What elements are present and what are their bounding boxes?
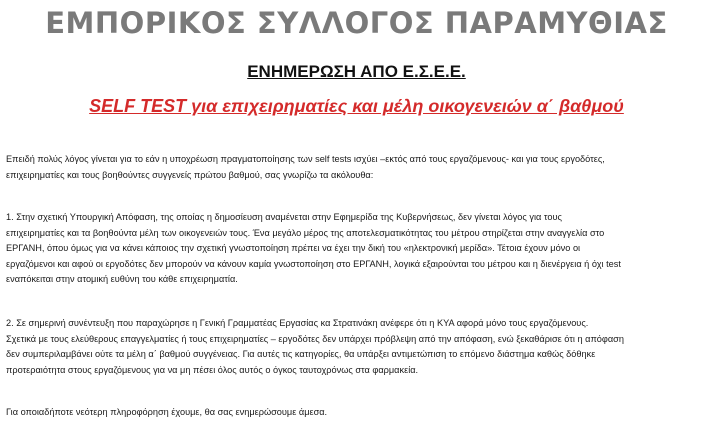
intro-line: επιχειρηματίες και τους βοηθούντες συγγενείς πρώτου βαθμού, σας γνωρίζω τα ακόλουθα: [6,169,374,180]
announcement-subtitle: ΕΝΗΜΕΡΩΣΗ ΑΠΟ Ε.Σ.Ε.Ε. [247,62,466,81]
organization-title: ΕΜΠΟΡΙΚΟΣ ΣΥΛΛΟΓΟΣ ΠΑΡΑΜΥΘΙΑΣ [45,6,668,40]
point-one-line: ΕΡΓΑΝΗ, όπου όμως για να κάνει κάποιος την σχετική γνωστοποίηση πρέπει να έχει την δική του «ηλεκτρονική μερίδα». Τέτοια έχουν μόνο οι [6,243,581,253]
point-two-line: προτεραιότητα στους εργαζόμενους για να μη πέσει όλος αυτός ο όγκος ταυτοχρόνως στα φαρμακεία. [6,364,419,375]
point-two-line: Σχετικά με τους ελεύθερους επαγγελματίες ή τους επιχειρηματίες – εργοδότες δεν υπάρχει πρόβλεψη από την απόφαση, ενώ ξεκαθάρισε ότι η απόφαση [6,333,624,344]
point-one-line: εργαζόμενοι και αφού οι εργοδότες δεν μπορούν να κάνουν καμία γνωστοποίηση στο ΕΡΓΑΝΗ, λογικά εξαιρούνται του μέτρου και η διενέργεια ή όχι test [6,258,621,269]
announcement-headline: SELF TEST για επιχειρηματίες και μέλη οικογενειών α΄ βαθμού [89,96,624,116]
closing-paragraph [6,405,706,421]
point-one-paragraph [6,210,706,288]
point-one-line: εναπόκειται στην ατομική ευθύνη του κάθε επιχειρηματία. [6,274,238,284]
point-two-paragraph [6,316,706,378]
intro-paragraph [6,152,706,183]
point-two-line: δεν συμπεριλαμβάνει ούτε τα μέλη α΄ βαθμού συγγένειας. Για αυτές τις κατηγορίες, θα υπάρξει αντιμετώπιση το επόμενο διάστημα καθώς δόθηκε [6,349,596,359]
point-one-line: 1. Στην σχετική Υπουργική Απόφαση, της οποίας η δημοσίευση αναμένεται στην Εφημερίδα της Κυβερνήσεως, δεν γίνεται λόγος για τους [6,212,562,222]
closing-line: Για οποιαδήποτε νεότερη πληροφόρηση έχουμε, θα σας ενημερώσουμε άμεσα. [6,407,328,417]
intro-line: Επειδή πολύς λόγος γίνεται για το εάν η υποχρέωση πραγματοποίησης των self tests ισχύει –εκτός από τους εργαζόμενους- και για τους εργοδότες, [6,154,605,164]
point-two-line: 2. Σε σημερινή συνέντευξη που παραχώρησε η Γενική Γραμματέας Εργασίας κα Στρατινάκη ανέφερε ότι η ΚΥΑ αφορά μόνο τους εργαζόμενους. [6,318,589,328]
point-one-line: επιχειρηματίες και τα βοηθούντα μέλη των οικογενειών τους. Ένα μεγάλο μέρος της αποτελεσματικότητας του μέτρου στηρίζεται στην αναγγελία στο [6,227,605,238]
